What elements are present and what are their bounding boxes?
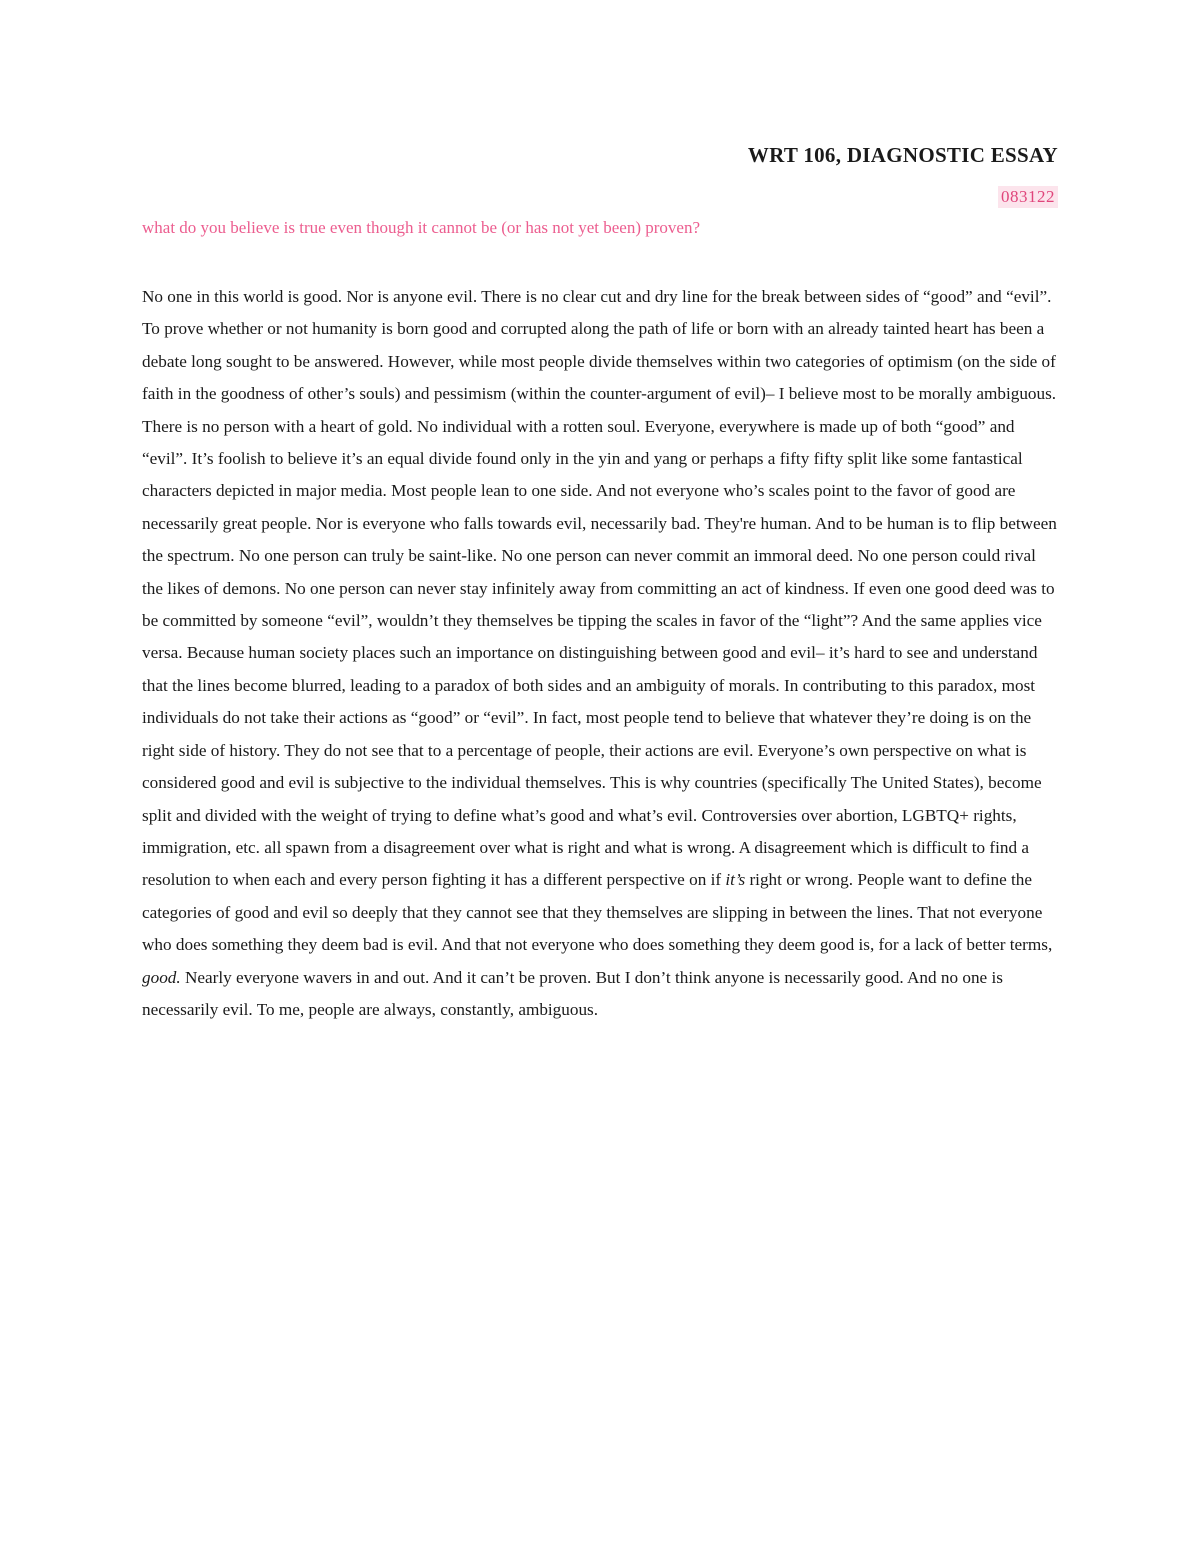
essay-text-part-3: Nearly everyone wavers in and out. And it can’t be proven. But I don’t think anyone is necessarily good. And no one is necessarily evil. To me, people are always, constantly, ambiguous. — [142, 967, 1003, 1019]
essay-prompt: what do you believe is true even though it cannot be (or has not yet been) proven? — [142, 218, 700, 237]
essay-emphasis-its: it’s — [725, 870, 746, 890]
essay-body-paragraph — [142, 281, 1060, 1026]
essay-date-highlighted: 083122 — [998, 186, 1058, 208]
essay-text-part-1: No one in this world is good. Nor is anyone evil. There is no clear cut and dry line for the break between sides of “good” and “evil”. To prove whether or not humanity is born good and corrupted along the path of life or born with an already tainted heart has been a debate long sought to be answered. However, while most people divide themselves within two categories of optimism (on the side of faith in the goodness of other’s souls) and pessimism (within the counter-argument of evil)– I believe most to be morally ambiguous. There is no person with a heart of gold. No individual with a rotten soul. Everyone, everywhere is made up of both “good” and “evil”. It’s foolish to believe it’s an equal divide found only in the yin and yang or perhaps a fifty fifty split like some fantastical characters depicted in major media. Most people lean to one side. And not everyone who’s scales point to the favor of good are necessarily great people. Nor is everyone who falls towards evil, necessarily bad. They're human. And to be human is to flip between the spectrum. No one person can truly be saint-like. No one person can never commit an immoral deed. No one person could rival the likes of demons. No one person can never stay infinitely away from committing an act of kindness. If even one good deed was to be committed by someone “evil”, wouldn’t they themselves be tipping the scales in favor of the “light”? And the same applies vice versa. Because human society places such an importance on distinguishing between good and evil– it’s hard to see and understand that the lines become blurred, leading to a paradox of both sides and an ambiguity of morals. In contributing to this paradox, most individuals do not take their actions as “good” or “evil”. In fact, most people tend to believe that whatever they’re doing is on the right side of history. They do not see that to a percentage of people, their actions are evil. Everyone’s own perspective on what is considered good and evil is subjective to the individual themselves. This is why countries (specifically The United States), become split and divided with the weight of trying to define what’s good and what’s evil. Controversies over abortion, LGBTQ+ rights, immigration, etc. all spawn from a disagreement over what is right and what is wrong. A disagreement which is difficult to find a resolution to when each and every person fighting it has a different perspective on if — [142, 287, 1057, 890]
essay-text-part-2: right or wrong. People want to define the categories of good and evil so deeply that they cannot see that they themselves are slipping in between the lines. That not everyone who does something they deem bad is evil. And that not everyone who does something they deem good is, for a lack of better terms, — [142, 870, 1053, 955]
essay-title: WRT 106, DIAGNOSTIC ESSAY — [747, 143, 1058, 167]
date-container — [998, 186, 1058, 208]
essay-emphasis-good: good. — [142, 967, 181, 987]
